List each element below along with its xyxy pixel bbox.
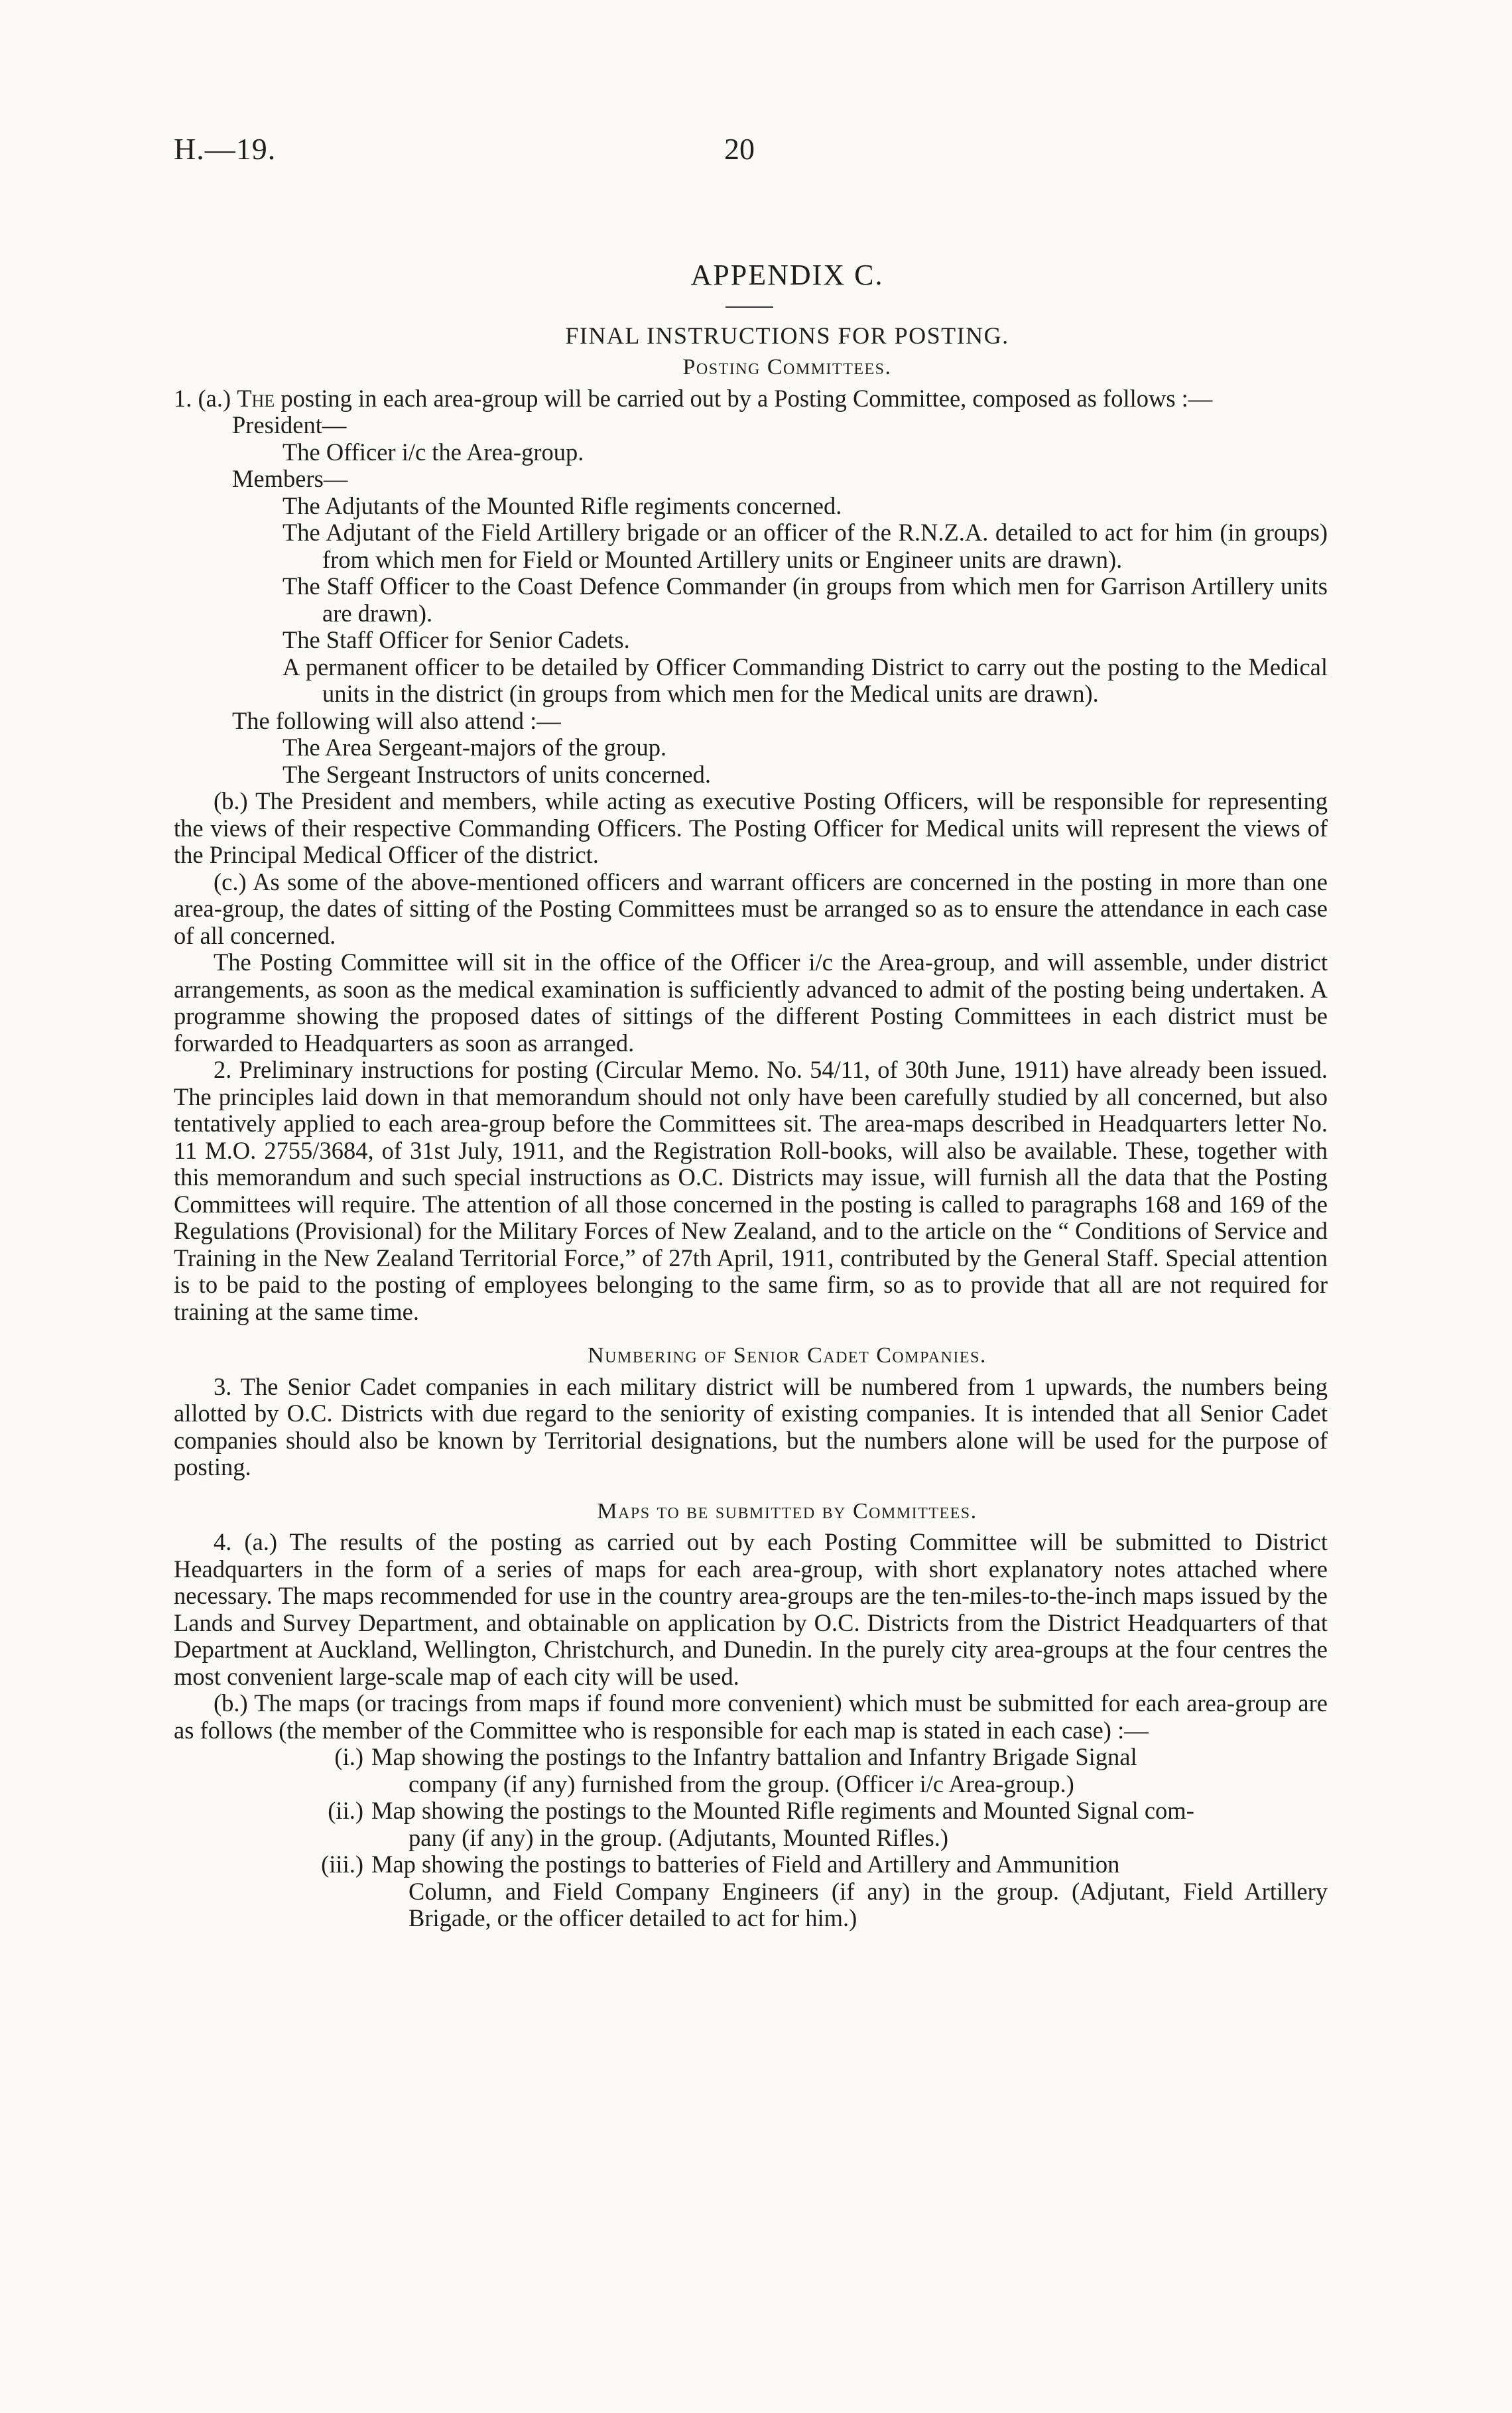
paragraph-1d: The Posting Committee will sit in the office of the Officer i/c the Area-group, and will assemble, under district arrangements, as soon as the medical examination is sufficiently advanced to admit of the posting being undertaken. A programme showing the proposed dates of sittings of the different Posting Committees in each district must be forwarded to Headquarters as soon as arranged. bbox=[174, 948, 1328, 1057]
attend-label: The following will also attend :— bbox=[232, 706, 561, 734]
member-entry: A permanent officer to be detailed by Officer Commanding District to carry out the posting to the Medical units in the district (in groups from which men for the Medical units are drawn). bbox=[283, 653, 1328, 707]
list-text-continued: Column, and Field Company Engineers (if any) in the group. (Adjutant, Field Artillery Brigade, or the officer detailed to act for him.) bbox=[409, 1877, 1328, 1931]
page-number: 20 bbox=[724, 132, 755, 166]
president-label: President— bbox=[232, 411, 347, 438]
document-body bbox=[174, 259, 1328, 1932]
member-entry: The Staff Officer to the Coast Defence Commander (in groups from which men for Garrison Artillery units are drawn). bbox=[283, 572, 1328, 627]
section-heading-posting-committees: Posting Committees. bbox=[682, 355, 892, 379]
list-text: Map showing the postings to the Mounted Rifle regiments and Mounted Signal com- bbox=[371, 1797, 1194, 1824]
list-number: (ii.) bbox=[328, 1797, 363, 1824]
paragraph-2: 2. Preliminary instructions for posting (Circular Memo. No. 54/11, of 30th June, 1911) have already been issued. The principles laid down in that memorandum should not only have been carefully studied by all concerned, but also tentatively applied to each area-group before the Committees sit. The area-maps described in Headquarters letter No. 11 M.O. 2755/3684, of 31st July, 1911, and the Registration Roll-books, will also be available. These, together with this memorandum and such special instructions as O.C. Districts may issue, will furnish all the data that the Posting Committees will require. The attention of all those concerned in the posting is called to paragraphs 168 and 169 of the Regulations (Provisional) for the Military Forces of New Zealand, and to the article on the “ Conditions of Service and Training in the New Zealand Territorial Force,” of 27th April, 1911, contributed by the General Staff. Special attention is to be paid to the posting of employees belonging to the same firm, so as to provide that all are not required for training at the same time. bbox=[174, 1056, 1328, 1325]
map-list-item bbox=[290, 1797, 1328, 1851]
document-title: FINAL INSTRUCTIONS FOR POSTING. bbox=[565, 322, 1009, 349]
paragraph-1b: (b.) The President and members, while acting as executive Posting Officers, will be responsible for representing the views of their respective Commanding Officers. The Posting Officer for Medical units will represent the views of the Principal Medical Officer of the district. bbox=[174, 787, 1328, 868]
list-number: (iii.) bbox=[321, 1851, 363, 1878]
attend-entry: The Area Sergeant-majors of the group. bbox=[283, 734, 667, 761]
president-entry: The Officer i/c the Area-group. bbox=[283, 438, 584, 466]
list-text-continued: pany (if any) in the group. (Adjutants, Mounted Rifles.) bbox=[409, 1823, 948, 1851]
paragraph-1c: (c.) As some of the above-mentioned officers and warrant officers are concerned in the posting in more than one area-group, the dates of sitting of the Posting Committees must be arranged so as to ensure the attendance in each case of all concerned. bbox=[174, 868, 1328, 949]
section-heading-numbering: Numbering of Senior Cadet Companies. bbox=[588, 1343, 987, 1368]
list-text: Map showing the postings to the Infantry battalion and Infantry Brigade Signal bbox=[371, 1743, 1137, 1770]
member-entry: The Adjutant of the Field Artillery brigade or an officer of the R.N.Z.A. detailed to act for him (in groups) from which men for Field or Mounted Artillery units or Engineer units are drawn). bbox=[283, 519, 1328, 573]
members-label: Members— bbox=[232, 465, 348, 492]
title-rule bbox=[725, 306, 773, 308]
list-text: Map showing the postings to batteries of Field and Artillery and Ammunition bbox=[371, 1851, 1120, 1878]
section-heading-maps: Maps to be submitted by Committees. bbox=[597, 1498, 977, 1524]
document-reference: H.—19. bbox=[174, 132, 277, 166]
attend-entry: The Sergeant Instructors of units concerned. bbox=[283, 760, 711, 788]
member-entry: The Staff Officer for Senior Cadets. bbox=[283, 626, 630, 653]
map-list-item bbox=[290, 1744, 1328, 1797]
list-text-continued: company (if any) furnished from the group. (Officer i/c Area-group.) bbox=[409, 1770, 1074, 1797]
appendix-title: APPENDIX C. bbox=[690, 259, 884, 291]
paragraph-4a: 4. (a.) The results of the posting as carried out by each Posting Committee will be submitted to District Headquarters in the form of a series of maps for each area-group, with short explanatory notes attached where necessary. The maps recommended for use in the country area-groups are the ten-miles-to-the-inch maps issued by the Lands and Survey Department, and obtainable on application by O.C. Districts from the District Headquarters of that Department at Auckland, Wellington, Christchurch, and Dunedin. In the purely city area-groups at the four centres the most convenient large-scale map of each city will be used. bbox=[174, 1528, 1328, 1690]
paragraph-4b: (b.) The maps (or tracings from maps if found more convenient) which must be submitted for each area-group are as follows (the member of the Committee who is responsible for each map is stated in each case) :— bbox=[174, 1689, 1328, 1744]
member-entry: The Adjutants of the Mounted Rifle regiments concerned. bbox=[283, 491, 842, 519]
list-number: (i.) bbox=[334, 1743, 363, 1770]
paragraph-1a: 1. (a.) The posting in each area-group will be carried out by a Posting Committee, composed as follows :— bbox=[174, 384, 1213, 412]
map-list-item bbox=[290, 1851, 1328, 1932]
paragraph-3: 3. The Senior Cadet companies in each military district will be numbered from 1 upwards, the numbers being allotted by O.C. Districts with due regard to the seniority of existing companies. It is intended that all Senior Cadet companies should also be known by Territorial designations, but the numbers alone will be used for the purpose of posting. bbox=[174, 1372, 1328, 1480]
page-header bbox=[0, 131, 1512, 178]
